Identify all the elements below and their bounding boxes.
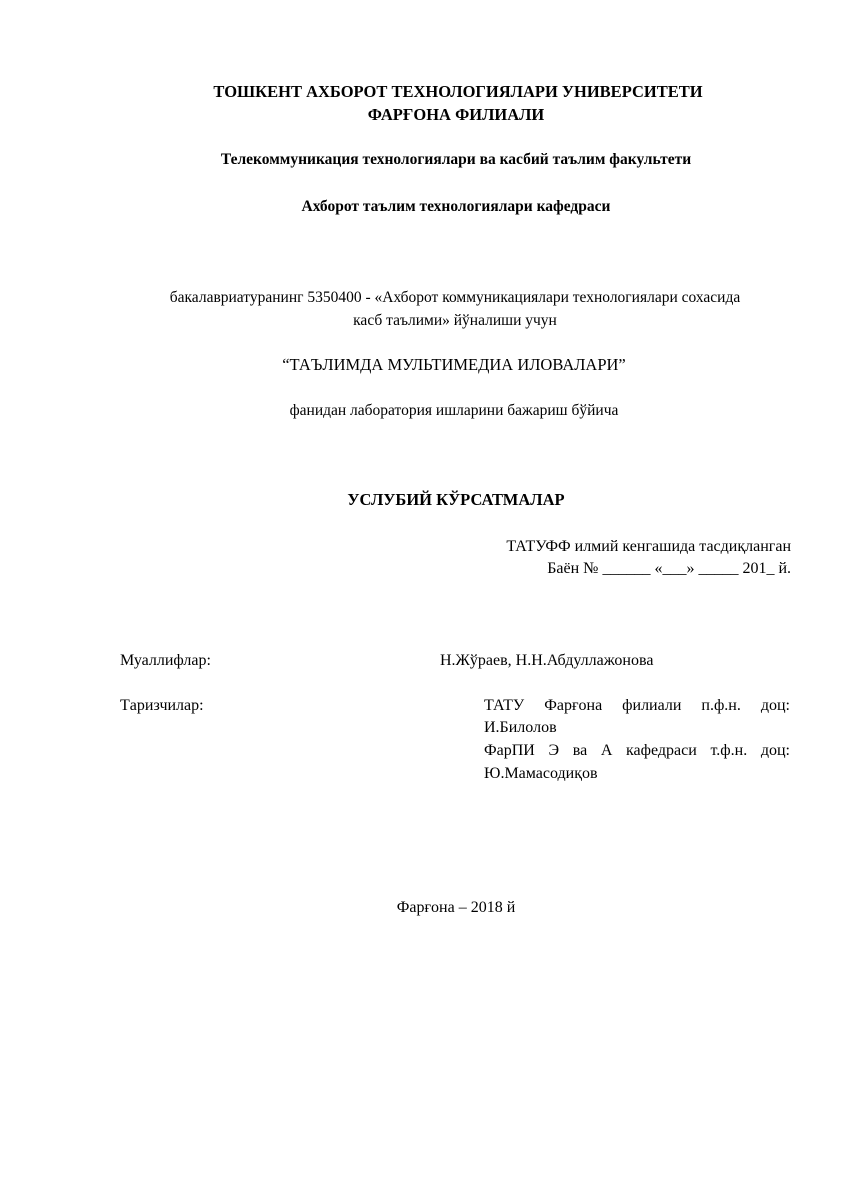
approval-line-1: ТАТУФФ илмий кенгашида тасдиқланган — [506, 538, 791, 555]
program-line-2: касб таълими» йўналиши учун — [353, 312, 557, 329]
university-title: ТОШКЕНТ АХБОРОТ ТЕХНОЛОГИЯЛАРИ УНИВЕРСИТЕТИ — [213, 82, 703, 101]
document-type-title: УСЛУБИЙ КЎРСАТМАЛАР — [347, 490, 565, 509]
reviewer-line-4: Ю.Мамасодиқов — [484, 765, 598, 782]
subject-subtitle: фанидан лаборатория ишларини бажариш бўйича — [289, 402, 619, 419]
subject-title: “ТАЪЛИМДА МУЛЬТИМЕДИА ИЛОВАЛАРИ” — [282, 355, 626, 374]
authors-label: Муаллифлар: — [120, 652, 211, 669]
reviewers-label: Тaризчилар: — [120, 697, 204, 714]
reviewer-line-1: ТАТУ Фарғона филиали п.ф.н. доц: — [484, 697, 790, 714]
program-line-1: бакалавриатуранинг 5350400 - «Ахборот коммуникациялари технологиялари сохасида — [169, 289, 741, 306]
department-title: Ахборот таълим технологиялари кафедраси — [301, 198, 611, 215]
faculty-title: Телекоммуникация технологиялари ва касбий таълим факультети — [220, 151, 692, 168]
authors-names: Н.Жўраев, Н.Н.Абдуллажонова — [440, 652, 654, 669]
approval-line-2: Баён № ______ «___» _____ 201_ й. — [547, 560, 791, 577]
branch-title: ФАРҒОНА ФИЛИАЛИ — [367, 105, 545, 124]
reviewer-line-3: ФарПИ Э ва А кафедраси т.ф.н. доц: — [484, 742, 790, 759]
footer-place-year: Фарғона – 2018 й — [396, 899, 516, 916]
reviewer-line-2: И.Билолов — [484, 719, 557, 736]
